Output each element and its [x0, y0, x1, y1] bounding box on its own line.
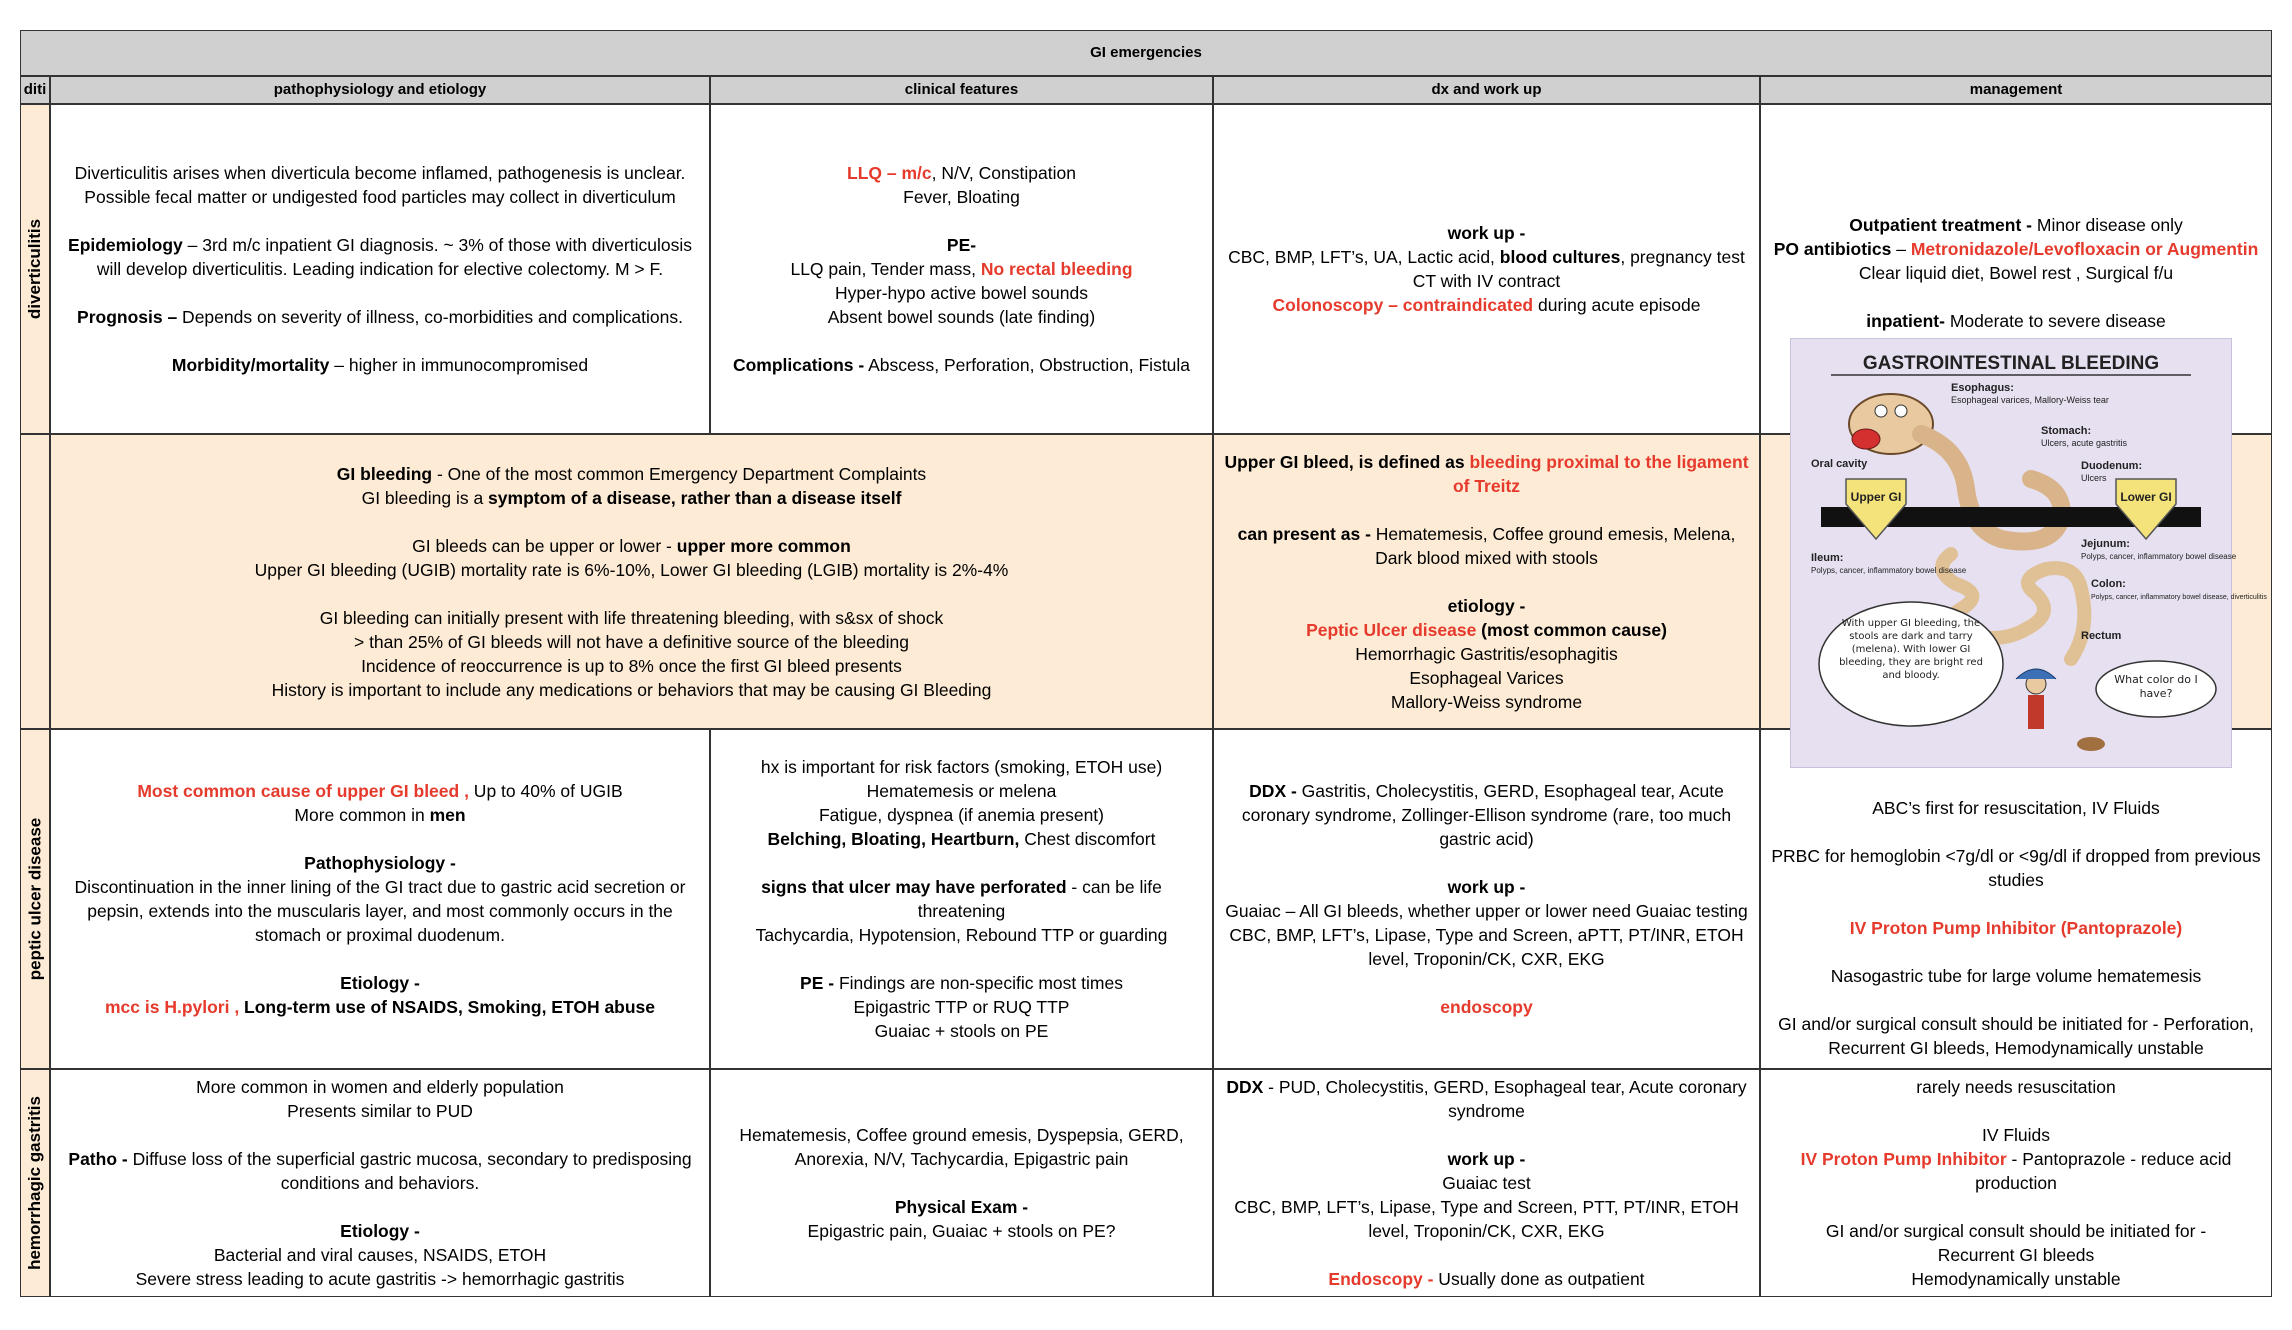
label-esophagus-detail: Esophageal varices, Mallory-Weiss tear — [1951, 395, 2109, 405]
text-run: Minor disease only — [2032, 215, 2183, 235]
label-colon: Colon: — [2091, 578, 2126, 590]
text-run: Recurrent GI bleeds — [1937, 1245, 2095, 1265]
text-run: Bacterial and viral causes, NSAIDS, ETOH — [213, 1245, 547, 1265]
text-line — [721, 779, 1202, 803]
text-line — [1771, 1147, 2261, 1195]
text-run: Metronidazole/Levofloxacin or Augmentin — [1910, 239, 2259, 259]
text-run: Clear liquid diet, Bowel rest , Surgical f/u — [1858, 263, 2174, 283]
mouth-shape — [1852, 429, 1880, 449]
text-run: Endoscopy - — [1328, 1269, 1434, 1289]
text-run: PE - — [800, 973, 835, 993]
text-run: Depends on severity of illness, co-morbidities and complications. — [177, 307, 683, 327]
text-line — [1771, 964, 2261, 988]
text-run: LLQ pain, Tender mass, — [790, 259, 981, 279]
text-run: - Pantoprazole - reduce acid production — [1975, 1149, 2232, 1193]
text-line — [1224, 971, 1749, 995]
gi-bleeding-dx-cell — [1213, 434, 1760, 729]
text-run: Abscess, Perforation, Obstruction, Fistula — [864, 355, 1191, 375]
illustration-title: GASTROINTESTINAL BLEEDING — [1862, 353, 2160, 374]
text-line — [1771, 844, 2261, 892]
text-line — [1771, 820, 2261, 844]
text-line — [61, 329, 699, 353]
text-line — [255, 678, 1009, 702]
text-run: Pathophysiology - — [304, 853, 456, 873]
text-line — [61, 1099, 699, 1123]
text-line — [1224, 1267, 1749, 1291]
header-pathophysiology: pathophysiology and etiology — [50, 76, 710, 104]
text-line — [1771, 1267, 2261, 1291]
text-line — [733, 329, 1190, 353]
table-title: GI emergencies — [20, 30, 2272, 76]
text-run: Presents similar to PUD — [287, 1101, 473, 1121]
text-line — [1224, 498, 1749, 522]
text-line — [61, 851, 699, 875]
label-jejunum-detail: Polyps, cancer, inflammatory bowel disease — [2081, 552, 2237, 561]
text-run: Outpatient treatment - — [1849, 215, 2032, 235]
label-lower-gi: Lower GI — [2120, 490, 2172, 504]
text-run: Epidemiology — [68, 235, 183, 255]
question-text-box — [2109, 673, 2203, 709]
text-run: Hyper-hypo active bowel sounds — [835, 283, 1088, 303]
text-run: Upper GI bleeding (UGIB) mortality rate is 6%-10%, Lower GI bleeding (LGIB) mortality is 2%-4% — [254, 559, 1009, 580]
pud-patho-cell — [50, 729, 710, 1069]
text-line — [1228, 245, 1745, 269]
text-line — [721, 875, 1202, 923]
text-line — [733, 233, 1190, 257]
eye-right — [1895, 405, 1907, 417]
text-line — [1771, 1243, 2261, 1267]
text-line — [61, 971, 699, 995]
text-run: Mallory-Weiss syndrome — [1390, 691, 1583, 712]
text-line — [721, 971, 1202, 995]
text-line — [1774, 285, 2259, 309]
text-run: Morbidity/mortality — [171, 355, 330, 375]
diverticulitis-clinical-cell — [710, 104, 1213, 434]
text-run: DDX — [1226, 1077, 1264, 1097]
text-line — [1771, 892, 2261, 916]
text-run: CBC, BMP, LFT’s, UA, Lactic acid, — [1228, 247, 1500, 267]
text-run: Gastritis, Cholecystitis, GERD, Esophageal tear, Acute coronary syndrome, Zollinger-Ellison syndrome (rare, too much gastric acid) — [1241, 781, 1732, 849]
text-run: Discontinuation in the inner lining of the GI tract due to gastric acid secretion or pepsin, extends into the muscularis layer, and most commonly occurs in the stomach or proximal duodenum. — [74, 877, 686, 945]
text-run: Findings are non-specific most times — [834, 973, 1123, 993]
text-run: Chest discomfort — [1019, 829, 1156, 849]
text-run: work up - — [1447, 223, 1526, 243]
text-run: Severe stress leading to acute gastritis -> hemorrhagic gastritis — [135, 1269, 625, 1289]
pud-clinical-cell — [710, 729, 1213, 1069]
text-run: , N/V, Constipation — [931, 163, 1076, 183]
text-run: – — [1891, 239, 1911, 259]
label-jejunum: Jejunum: — [2081, 538, 2130, 550]
gastritis-clinical-cell — [710, 1069, 1213, 1297]
text-line — [733, 281, 1190, 305]
text-line — [1224, 618, 1749, 642]
text-line — [721, 803, 1202, 827]
text-line — [721, 1219, 1202, 1243]
text-run: Physical Exam - — [894, 1197, 1029, 1217]
text-run: can present as - — [1237, 523, 1371, 544]
gi-bleeding-overview-cell — [50, 434, 1213, 729]
text-line — [1224, 851, 1749, 875]
text-run: GI bleeding is a — [361, 487, 489, 508]
text-run: Fever, Bloating — [903, 187, 1020, 207]
dog-shape — [2077, 737, 2105, 751]
text-line — [1224, 995, 1749, 1019]
text-run: – 3rd m/c inpatient GI diagnosis. ~ 3% of those with diverticulosis will develop diverticulitis. Leading indication for elective colectomy. M > F. — [96, 235, 692, 279]
text-line — [721, 995, 1202, 1019]
text-run: - can be life threatening — [917, 877, 1162, 921]
text-line — [1224, 779, 1749, 851]
text-line — [721, 1019, 1202, 1043]
speech-text: With upper GI bleeding, the stools are dark and tarry (melena). With lower GI bleeding, they are bright red and bloody. — [1839, 618, 1983, 681]
text-line — [255, 510, 1009, 534]
text-line — [721, 851, 1202, 875]
label-duodenum-detail: Ulcers — [2081, 473, 2107, 483]
text-run: Most common cause of upper GI bleed , — [137, 781, 469, 801]
label-ileum-detail: Polyps, cancer, inflammatory bowel disease — [1811, 566, 1967, 575]
text-line — [1224, 1075, 1749, 1123]
text-run: blood cultures — [1499, 247, 1621, 267]
text-run: inpatient- — [1866, 311, 1945, 331]
text-line — [1774, 309, 2259, 333]
text-line — [1774, 213, 2259, 237]
text-line — [61, 281, 699, 305]
text-run: upper more common — [676, 535, 851, 556]
row-label-hemorrhagic-gastritis: hemorrhagic gastritis — [20, 1069, 50, 1297]
row-label-peptic-ulcer-disease: peptic ulcer disease — [20, 729, 50, 1069]
text-line — [721, 755, 1202, 779]
text-line — [61, 827, 699, 851]
text-line — [1224, 522, 1749, 570]
text-line — [255, 582, 1009, 606]
diverticulitis-patho-cell — [50, 104, 710, 434]
text-line — [1224, 899, 1749, 923]
text-line — [1771, 1099, 2261, 1123]
text-run: IV Proton Pump Inhibitor — [1800, 1149, 2007, 1169]
text-line — [733, 161, 1190, 185]
text-line — [61, 1267, 699, 1291]
text-line — [61, 185, 699, 209]
text-run: Long-term use of NSAIDS, Smoking, ETOH abuse — [239, 997, 656, 1017]
text-line — [1224, 875, 1749, 899]
text-line — [61, 1075, 699, 1099]
gi-bleeding-diagram — [1791, 339, 2267, 767]
text-line — [1771, 916, 2261, 940]
text-run: Incidence of reoccurrence is up to 8% once the first GI bleed presents — [361, 655, 902, 676]
person-body — [2028, 695, 2044, 729]
text-line — [61, 1147, 699, 1195]
text-run: bleeding proximal to the ligament of Treitz — [1452, 451, 1749, 496]
speech-text-box — [1831, 617, 1991, 717]
text-run: during acute episode — [1533, 295, 1701, 315]
text-line — [733, 305, 1190, 329]
text-line — [721, 827, 1202, 851]
header-clinical-features: clinical features — [710, 76, 1213, 104]
lower-gi-arrow — [2116, 479, 2176, 539]
upper-gi-arrow — [1846, 479, 1906, 539]
text-line — [1774, 237, 2259, 261]
text-line — [1224, 690, 1749, 714]
text-line — [1771, 1195, 2261, 1219]
text-line — [1771, 988, 2261, 1012]
header-condition: diti — [20, 76, 50, 104]
text-line — [1774, 261, 2259, 285]
text-run: Hematemesis or melena — [866, 781, 1057, 801]
text-line — [721, 1171, 1202, 1195]
text-line — [61, 305, 699, 329]
text-run: mcc is H.pylori , — [104, 997, 240, 1017]
text-line — [61, 233, 699, 281]
text-line — [1224, 594, 1749, 618]
pud-dx-cell — [1213, 729, 1760, 1069]
row-label-diverticulitis: diverticulitis — [20, 104, 50, 434]
text-line — [1224, 1147, 1749, 1171]
text-run: CT with IV contract — [1412, 271, 1561, 291]
text-run: PRBC for hemoglobin <7g/dl or <9g/dl if dropped from previous studies — [1771, 846, 2261, 890]
text-line — [255, 486, 1009, 510]
label-oral-cavity: Oral cavity — [1811, 458, 1868, 470]
text-run: Hematemesis, Coffee ground emesis, Melena, Dark blood mixed with stools — [1370, 523, 1736, 568]
text-run: GI bleeds can be upper or lower - — [412, 535, 677, 556]
text-line — [61, 353, 699, 377]
text-line — [733, 257, 1190, 281]
text-run: - One of the most common Emergency Department Complaints — [432, 463, 927, 484]
text-line — [255, 630, 1009, 654]
text-line — [721, 923, 1202, 947]
text-run: - PUD, Cholecystitis, GERD, Esophageal tear, Acute coronary syndrome — [1263, 1077, 1747, 1121]
text-line — [255, 462, 1009, 486]
text-run: Hemodynamically unstable — [1911, 1269, 2121, 1289]
text-run: rarely needs resuscitation — [1916, 1077, 2116, 1097]
text-line — [1228, 269, 1745, 293]
text-run: > than 25% of GI bleeds will not have a definitive source of the bleeding — [353, 631, 909, 652]
text-run: signs that ulcer may have perforated — [761, 877, 1067, 897]
umbrella-icon — [2016, 669, 2056, 679]
label-rectum: Rectum — [2081, 630, 2122, 642]
text-line — [721, 1195, 1202, 1219]
text-run: GI bleeding can initially present with life threatening bleeding, with s&sx of shock — [319, 607, 944, 628]
text-line — [1224, 1123, 1749, 1147]
text-line — [61, 1195, 699, 1219]
text-run: CBC, BMP, LFT’s, Lipase, Type and Screen, aPTT, PT/INR, ETOH level, Troponin/CK, CXR, EKG — [1229, 925, 1744, 969]
text-run: Epigastric pain, Guaiac + stools on PE? — [807, 1221, 1116, 1241]
text-line — [1224, 923, 1749, 971]
text-run: Hematemesis, Coffee ground emesis, Dyspepsia, GERD, Anorexia, N/V, Tachycardia, Epigastric pain — [739, 1125, 1184, 1169]
text-run: More common in — [294, 805, 430, 825]
label-stomach-detail: Ulcers, acute gastritis — [2041, 438, 2128, 448]
text-line — [255, 534, 1009, 558]
text-run: CBC, BMP, LFT’s, Lipase, Type and Screen, PTT, PT/INR, ETOH level, Troponin/CK, CXR, EKG — [1234, 1197, 1739, 1241]
text-run: More common in women and elderly population — [196, 1077, 564, 1097]
text-run: Tachycardia, Hypotension, Rebound TTP or guarding — [755, 925, 1168, 945]
text-line — [1771, 1123, 2261, 1147]
text-run: No rectal bleeding — [980, 259, 1133, 279]
text-run: Epigastric TTP or RUQ TTP — [853, 997, 1070, 1017]
diverticulitis-dx-cell — [1213, 104, 1760, 434]
text-run: symptom of a disease, rather than a disease itself — [488, 487, 902, 508]
text-run: Usually done as outpatient — [1433, 1269, 1645, 1289]
text-line — [61, 803, 699, 827]
text-run: hx is important for risk factors (smoking, ETOH use) — [760, 757, 1163, 777]
text-run: Etiology - — [340, 1221, 420, 1241]
text-line — [721, 1123, 1202, 1171]
text-line — [61, 875, 699, 947]
label-ileum: Ileum: — [1811, 552, 1844, 564]
text-line — [1224, 570, 1749, 594]
text-run: Etiology - — [340, 973, 420, 993]
text-run: Guaiac – All GI bleeds, whether upper or lower need Guaiac testing — [1225, 901, 1748, 921]
text-run: work up - — [1447, 877, 1526, 897]
text-line — [733, 185, 1190, 209]
text-line — [1228, 293, 1745, 317]
text-run: History is important to include any medications or behaviors that may be causing GI Bleeding — [271, 679, 992, 700]
gastritis-management-cell — [1760, 1069, 2272, 1297]
text-line — [721, 947, 1202, 971]
header-dx-workup: dx and work up — [1213, 76, 1760, 104]
gi-bleeding-illustration — [1790, 338, 2267, 768]
text-run: DDX - — [1249, 781, 1297, 801]
text-run: Nasogastric tube for large volume hematemesis — [1830, 966, 2202, 986]
text-line — [733, 209, 1190, 233]
text-run: PE- — [946, 235, 977, 255]
text-run: Peptic Ulcer disease — [1306, 619, 1477, 640]
text-run: Upper GI bleed, is defined as — [1224, 451, 1470, 472]
text-run: IV Proton Pump Inhibitor (Pantoprazole) — [1849, 918, 2183, 938]
text-line — [255, 606, 1009, 630]
text-run: Esophageal Varices — [1409, 667, 1564, 688]
text-run: Colonoscopy – contraindicated — [1272, 295, 1534, 315]
text-run: LLQ – m/c — [847, 163, 932, 183]
text-run: Fatigue, dyspnea (if anemia present) — [818, 805, 1105, 825]
text-run: , pregnancy test — [1620, 247, 1745, 267]
text-line — [1224, 1243, 1749, 1267]
text-line — [61, 947, 699, 971]
text-run: Moderate to severe disease — [1944, 311, 2166, 331]
text-run: Complications - — [732, 355, 865, 375]
text-line — [61, 1243, 699, 1267]
text-run: Hemorrhagic Gastritis/esophagitis — [1355, 643, 1618, 664]
text-line — [61, 1123, 699, 1147]
text-line — [1771, 1012, 2261, 1060]
text-run: Prognosis – — [77, 307, 178, 327]
text-run: etiology - — [1447, 595, 1526, 616]
text-line — [61, 995, 699, 1019]
text-run: Guaiac test — [1442, 1173, 1531, 1193]
text-run: men — [429, 805, 466, 825]
pud-management-cell — [1760, 729, 2272, 1069]
text-line — [61, 1219, 699, 1243]
text-line — [1224, 1195, 1749, 1243]
label-colon-detail: Polyps, cancer, inflammatory bowel disease, diverticulitis — [2091, 594, 2267, 601]
text-line — [1224, 666, 1749, 690]
row-label-gi-bleeding — [20, 434, 50, 729]
text-line — [733, 353, 1190, 377]
text-run: Patho - — [68, 1149, 128, 1169]
text-line — [1224, 1171, 1749, 1195]
text-line — [1771, 796, 2261, 820]
text-line — [1771, 1219, 2261, 1243]
text-line — [61, 779, 699, 803]
label-stomach: Stomach: — [2041, 425, 2092, 437]
text-line — [1224, 450, 1749, 498]
text-run: IV Fluids — [1981, 1125, 2051, 1145]
text-line — [1228, 221, 1745, 245]
text-run: Diffuse loss of the superficial gastric mucosa, secondary to predisposing conditions and behaviors. — [127, 1149, 692, 1193]
label-duodenum: Duodenum: — [2081, 460, 2143, 472]
text-run: GI and/or surgical consult should be initiated for - Perforation, Recurrent GI bleeds, Hemodynamically unstable — [1778, 1014, 2254, 1058]
text-line — [255, 654, 1009, 678]
text-run: – higher in immunocompromised — [329, 355, 589, 375]
text-run: GI bleeding — [336, 463, 433, 484]
gastritis-dx-cell — [1213, 1069, 1760, 1297]
text-line — [61, 209, 699, 233]
text-run: Up to 40% of UGIB — [468, 781, 623, 801]
text-run: Belching, Bloating, Heartburn, — [767, 829, 1020, 849]
header-management: management — [1760, 76, 2272, 104]
label-esophagus: Esophagus: — [1951, 382, 2014, 394]
text-run: (most common cause) — [1476, 619, 1667, 640]
text-run: endoscopy — [1440, 997, 1533, 1017]
text-line — [1771, 1075, 2261, 1099]
label-upper-gi: Upper GI — [1850, 490, 1902, 504]
text-line — [1224, 642, 1749, 666]
text-run: Diverticulitis arises when diverticula become inflamed, pathogenesis is unclear. — [74, 163, 686, 183]
text-run: work up - — [1447, 1149, 1526, 1169]
text-run: Possible fecal matter or undigested food particles may collect in diverticulum — [84, 187, 676, 207]
text-run: PO antibiotics — [1773, 239, 1892, 259]
gastritis-patho-cell — [50, 1069, 710, 1297]
text-run: Guaiac + stools on PE — [874, 1021, 1049, 1041]
text-line — [1771, 940, 2261, 964]
text-run: Absent bowel sounds (late finding) — [827, 307, 1096, 327]
text-run: ABC’s first for resuscitation, IV Fluids — [1872, 798, 2160, 818]
text-line — [255, 558, 1009, 582]
text-line — [61, 161, 699, 185]
eye-left — [1875, 405, 1887, 417]
text-run: GI and/or surgical consult should be initiated for - — [1825, 1221, 2207, 1241]
question-text: What color do I have? — [2114, 673, 2198, 700]
